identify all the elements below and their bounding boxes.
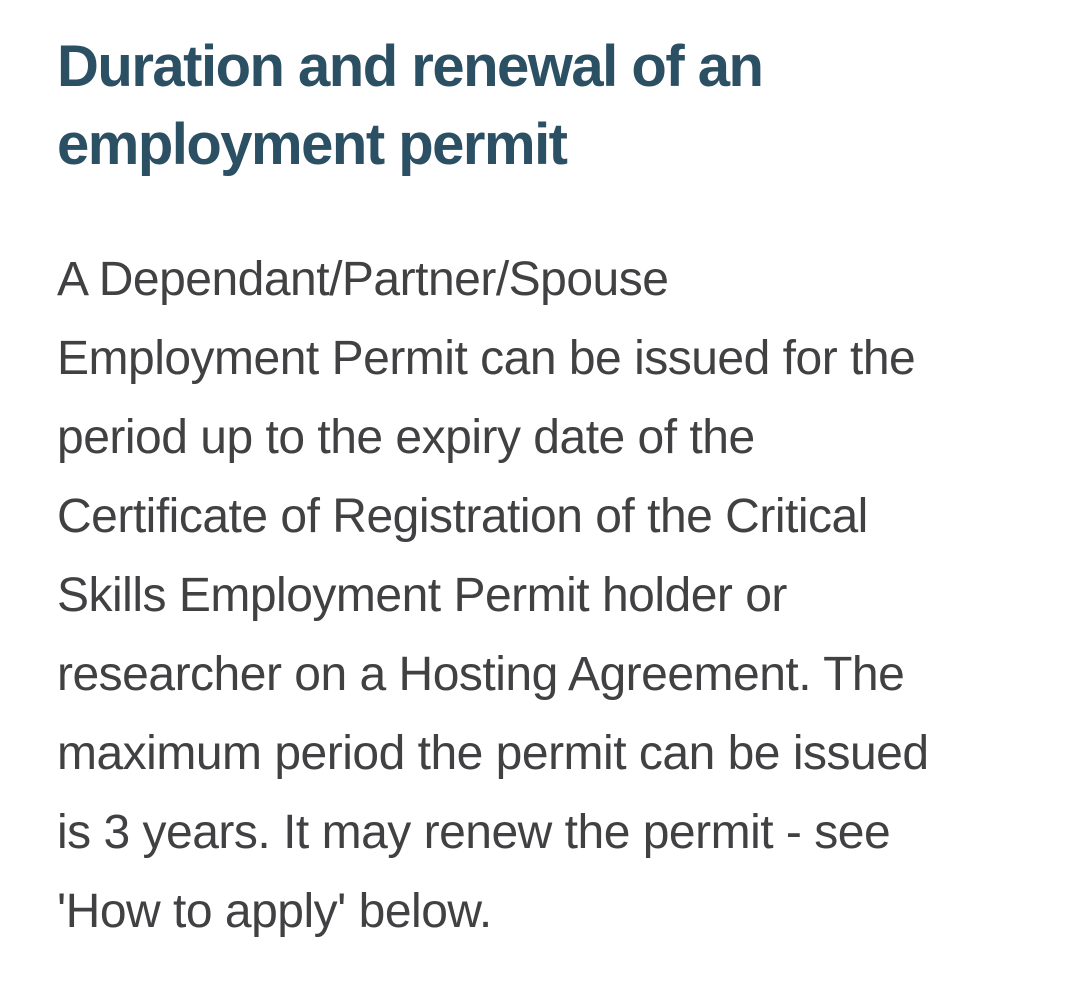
paragraph-line: A Dependant/Partner/Spouse — [57, 253, 669, 306]
paragraph-line: maximum period the permit can be issued — [57, 727, 929, 780]
paragraph-line: researcher on a Hosting Agreement. The — [57, 648, 905, 701]
paragraph-line: is 3 years. It may renew the permit - see — [57, 806, 891, 859]
paragraph-line: Employment Permit can be issued for the — [57, 332, 916, 385]
paragraph-line: Skills Employment Permit holder or — [57, 569, 787, 622]
page-title — [57, 28, 1060, 184]
page-title-line: Duration and renewal of an — [57, 34, 763, 99]
article-paragraph — [57, 240, 1060, 951]
page-title-line: employment permit — [57, 112, 567, 177]
paragraph-line: 'How to apply' below. — [57, 885, 492, 938]
paragraph-line: period up to the expiry date of the — [57, 411, 755, 464]
paragraph-line: Certificate of Registration of the Critical — [57, 490, 868, 543]
